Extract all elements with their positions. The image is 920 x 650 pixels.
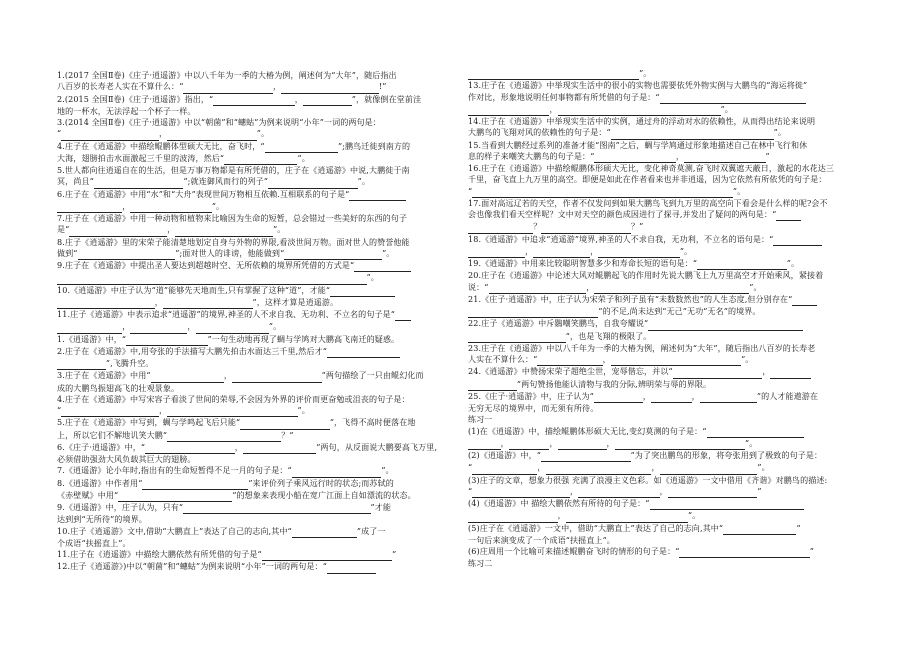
text-line: 11.庄子在《逍遥游》中描绘大鹏依然有所凭借的句子是“ ” bbox=[57, 549, 462, 561]
text-line: 1.(2017 全国Ⅱ卷)《庄子·逍遥游》中以八千年为一季的大椿为例，阐述何为“大年”，随后指出 bbox=[57, 71, 397, 80]
text-line: 说：“ ， ”。 bbox=[468, 282, 873, 294]
text-line: 25.《庄子·逍遥游》中，庄子认为“ ， ， ”的人才能遨游在 bbox=[468, 391, 873, 403]
text-line: 10.《逍遥游》中庄子认为“道”能够先天地而生,只有掌握了这种“道”，才能“ bbox=[57, 285, 462, 297]
text-line: ？ ？” bbox=[468, 221, 873, 233]
text-line: 15.当看到大鹏经过系列的准备才能“图南”之后，蜩与学鸠通过形象地描述自己在林中飞行和休 bbox=[468, 140, 808, 150]
text-line: 23.庄子在《逍遥游》中以八千年为一季的大椿为例，阐述何为“大年”，随后指出八百岁的长寿老 bbox=[468, 343, 816, 353]
text-line: 3.庄子在《逍遥游》中用“ ， ”两句描绘了一只由鲲幻化而 bbox=[57, 370, 462, 382]
text-line: 20.庄子在《逍遥游》中论述大风对鲲鹏起飞的作用时先说大鹏飞上九万里高空才开始乘风，紧接着 bbox=[468, 271, 824, 281]
text-line: 地的一杯水，无法浮起一个杯子一样。 bbox=[57, 106, 196, 116]
text-line: ”,飞腾升空。 bbox=[57, 358, 462, 370]
text-line: 12.庄子《逍遥游》)中以“朝菌”和“蟪蛄”为例来说明“小年”一词的两句是：“ bbox=[57, 561, 462, 573]
text-line: ， ， ”。 bbox=[57, 321, 462, 333]
text-line: 17.面对高远辽若的天空，作者不仅发问到如果大鹏鸟飞到九万里的高空向下看会是什么样的呢?会不 bbox=[468, 198, 828, 208]
text-line: “ ， ， ” bbox=[468, 486, 873, 498]
text-line: 24.《逍遥游》中赞扬宋荣子超绝尘世，宠辱偕忘，并以“ ， bbox=[468, 366, 873, 378]
text-line: 10.庄子《逍遥游》文中,借助“大鹏直上”表达了自己的志向,其中“ ”成了一 bbox=[57, 526, 462, 538]
text-line: (1)在《逍遥游》中，描绘鲲鹏体形硕大无比,变幻莫测的句子是：“ bbox=[468, 426, 873, 438]
text-line: 2.(2015 全国Ⅱ卷)《庄子·逍遥游》指出，“ ， ”，就像倒在堂前洼 bbox=[57, 94, 462, 106]
text-line: 大海，翅膀拍击水面激起三千里的波涛，然后“ ”。 bbox=[57, 153, 462, 165]
text-line: 达到到“无所待”的境界。 bbox=[57, 515, 147, 525]
text-line: ”的不足,尚未达到“无己”无功”无名”的境界。 bbox=[468, 306, 873, 318]
text-line: 必须借助强劲大风负载其巨大的翅膀。 bbox=[57, 455, 196, 464]
text-line: 7.《逍遥游》论小年时,指出有的生命短暂得不足一月的句子是：“ ”。 bbox=[57, 465, 462, 477]
text-line: ， ， ， ”。 bbox=[468, 438, 873, 450]
text-line: ， ”。 bbox=[468, 510, 873, 522]
text-line: ， ”。 bbox=[57, 201, 462, 213]
text-line: 6.《庄子·逍遥游》中，“ ， ”两句，从反面说大鹏要高飞万里, bbox=[57, 442, 462, 454]
text-line: ， ”，这样才算是逍遥游。 bbox=[57, 297, 462, 309]
text-line: 无穷无尽的境界中，而无须有所待。 bbox=[468, 404, 599, 413]
text-line: (2)《逍遥游》中，“ ”为了突出鹏鸟的形象，将夸张用到了极致的句子是： bbox=[468, 450, 873, 462]
text-line: 练习二 bbox=[468, 559, 493, 569]
right-column bbox=[468, 68, 873, 570]
text-line: 成的大鹏鸟振翅高飞的壮观景象。 bbox=[57, 383, 180, 393]
text-line: ”两句赞扬他能认清物与我的分际,辨明荣与辱的界限。 bbox=[468, 379, 873, 391]
text-line: 5.世人都向往逍遥自在的生活，但是万事万物都是有所凭借的，庄子在《逍遥游》中说,大鹏徙于南 bbox=[57, 166, 410, 175]
text-line: 2.庄子在《逍遥游》中,用夸张的手法描写大鹏先拍击水面达三千里,然后才“ bbox=[57, 346, 462, 358]
text-line: 22.庄子《逍遥游》中斥鷃嘲笑鹏鸟，自我夸耀说“ bbox=[468, 318, 873, 330]
text-line: ”。 bbox=[57, 272, 462, 284]
text-line: 14.庄子在《逍遥游》中举现实生活中的实例，通过舟的浮动对水的依赖性，从而得出结论来说明 bbox=[468, 117, 816, 126]
text-line: 11.庄子《逍遥游》中表示追求“逍遥游”的境界,神圣的人不求自我、无功利、不立名的句子是“ bbox=[57, 309, 462, 321]
text-line: ”。 bbox=[468, 68, 873, 80]
text-line: (3)庄子的文章，想象力很强 充满了浪漫主义色彩。如《逍遥游》一文中借用《齐谐》对鹏鸟的描述: bbox=[468, 475, 828, 485]
text-line: 会也像我们看天空样呢？文中对天空的颜色成因进行了探寻,并发出了疑问的两句是：“ bbox=[468, 209, 873, 221]
text-line: 大鹏鸟的飞翔对风的依赖性的句子是：“ ”。 bbox=[468, 127, 873, 139]
text-line: ”，也是飞翔的极限了。 bbox=[468, 331, 873, 343]
text-line: (6)庄周用一个比喻可来描述鲲鹏奋飞时的情形的句子是：“ ” bbox=[468, 546, 873, 558]
text-line: (5)庄子在《逍遥游》一文中，借助“大鹏直上”表达了自己的志向,其中“ ” bbox=[468, 523, 873, 535]
text-line: 7.庄子在《逍遥游》中用一种动物和植物来比喻因为生命的短暂，总会错过一些美好的东西的句子 bbox=[57, 214, 408, 223]
text-line: 人实在不算什么：“ ， ”。 bbox=[468, 354, 873, 366]
text-line: 9.庄子在《逍遥游》中提出圣人要达到超越时空、无所依赖的境界所凭借的方式是“ bbox=[57, 260, 462, 272]
text-line: 息的样子来嘲笑大鹏鸟的句子是：“ ， ” bbox=[468, 151, 873, 163]
text-line: 19.《逍遥游》中用来比较聪明智慧多少和寿命长短的语句是：“ ”。 bbox=[468, 258, 873, 270]
text-line: ， ”。 bbox=[468, 104, 873, 116]
text-line: 21.《庄子·逍遥游》中，庄子认为宋荣子和列子虽有“未数数然也”的人生态度,但分别存在“ bbox=[468, 294, 873, 306]
text-line: 练习一 bbox=[468, 415, 493, 425]
text-line: 八百岁的长寿老人实在不算什么：“ ， !” bbox=[57, 81, 462, 93]
text-line: 千里，奋飞直上九万里的高空。即便是如此在作者看来也并非逍遥，因为它依然有所依凭的句子是： bbox=[468, 175, 827, 185]
text-line: 4.庄子在《逍遥游》中描绘鲲鹏体型硕大无比，奋飞时，“ ”;鹏鸟迁徙到南方的 bbox=[57, 141, 462, 153]
text-line: “ ”。 bbox=[468, 186, 873, 198]
text-line: “ ， ”。 bbox=[57, 128, 462, 140]
text-line: 作对比，形象地说明任何事物都有所凭借的句子是：“ bbox=[468, 92, 873, 104]
left-column bbox=[57, 70, 462, 574]
text-line: 5.庄子在《逍遥游》中写到，蜩与学鸣起飞后只能“ ”，飞得不高时便落在地 bbox=[57, 417, 462, 429]
text-line: 是“ ， ”。 bbox=[57, 224, 462, 236]
text-line: 1.《逍遥游》中，“ ”一句生动地再现了蜩与学鸠对大鹏高飞南迁的疑惑。 bbox=[57, 334, 462, 346]
text-line: 8.庄子《逍遥游》里的宋荣子能清楚地划定自身与外物的界限,看淡世间万物。面对世人的赞誉他能 bbox=[57, 237, 410, 247]
text-line: (4)《逍遥游》中 描绘大鹏依然有所待的句子是：“ bbox=[468, 498, 873, 510]
text-line: ， ， ”。 bbox=[468, 246, 873, 258]
text-line: 8.《逍遥游》中作者用“ ”来评价列子乘风远行时的状态;而苏轼的 bbox=[57, 478, 462, 490]
text-line: 13.庄子在《逍遥游》中举现实生活中的很小的实物也需要依凭外物实例与大鹏鸟的“海运将徙” bbox=[468, 81, 808, 91]
text-line: 上，所以它们不解地讥笑大鹏“ ？” bbox=[57, 430, 462, 442]
text-line: 做到“ ”;面对世人的诽谤，他能做到“ ”。 bbox=[57, 248, 462, 260]
text-line: 3.(2014 全国Ⅱ卷)《庄子·逍遥游》中以“朝菌”和“蟪蛄”为例来说明“小年”一词的两句是： bbox=[57, 118, 381, 127]
text-line: 9.《逍遥游》中，庄子认为，只有“ ”才能 bbox=[57, 502, 462, 514]
text-line: 冥，尚且“ ”;就连御风而行的列子“ ”。 bbox=[57, 176, 462, 188]
text-line: 《赤壁赋》中用“ ”的想象来表现小船在宽广江面上自如漂流的状态。 bbox=[57, 490, 462, 502]
text-line: 16.庄子在《逍遥游》中描绘鲲鹏体形硕大无比，变化神奇莫测,奋飞时双翼遮天蔽日，激起的水花达三 bbox=[468, 164, 835, 173]
text-line: 6.庄子在《逍遥游》中用“水”和“大舟”表现世间万物相互依赖.互相联系的句子是“ bbox=[57, 189, 462, 201]
text-line: “ ， ”。 bbox=[57, 405, 462, 417]
text-line: 18.《逍遥游》中追求“逍遥游”境界,神圣的人不求自我，无功利，不立名的语句是：“ bbox=[468, 234, 873, 246]
text-line: “ ， ， ”。 bbox=[468, 462, 873, 474]
text-line: 一句后来演变成了一个成语“扶摇直上”。 bbox=[468, 535, 615, 545]
text-line: 4.庄子在《逍遥游》中写宋容子看淡了世间的荣辱,不会因为外界的评价而更奋勉或沮丧的句子是： bbox=[57, 394, 410, 404]
text-line: 个成语“扶摇直上”。 bbox=[57, 538, 131, 548]
